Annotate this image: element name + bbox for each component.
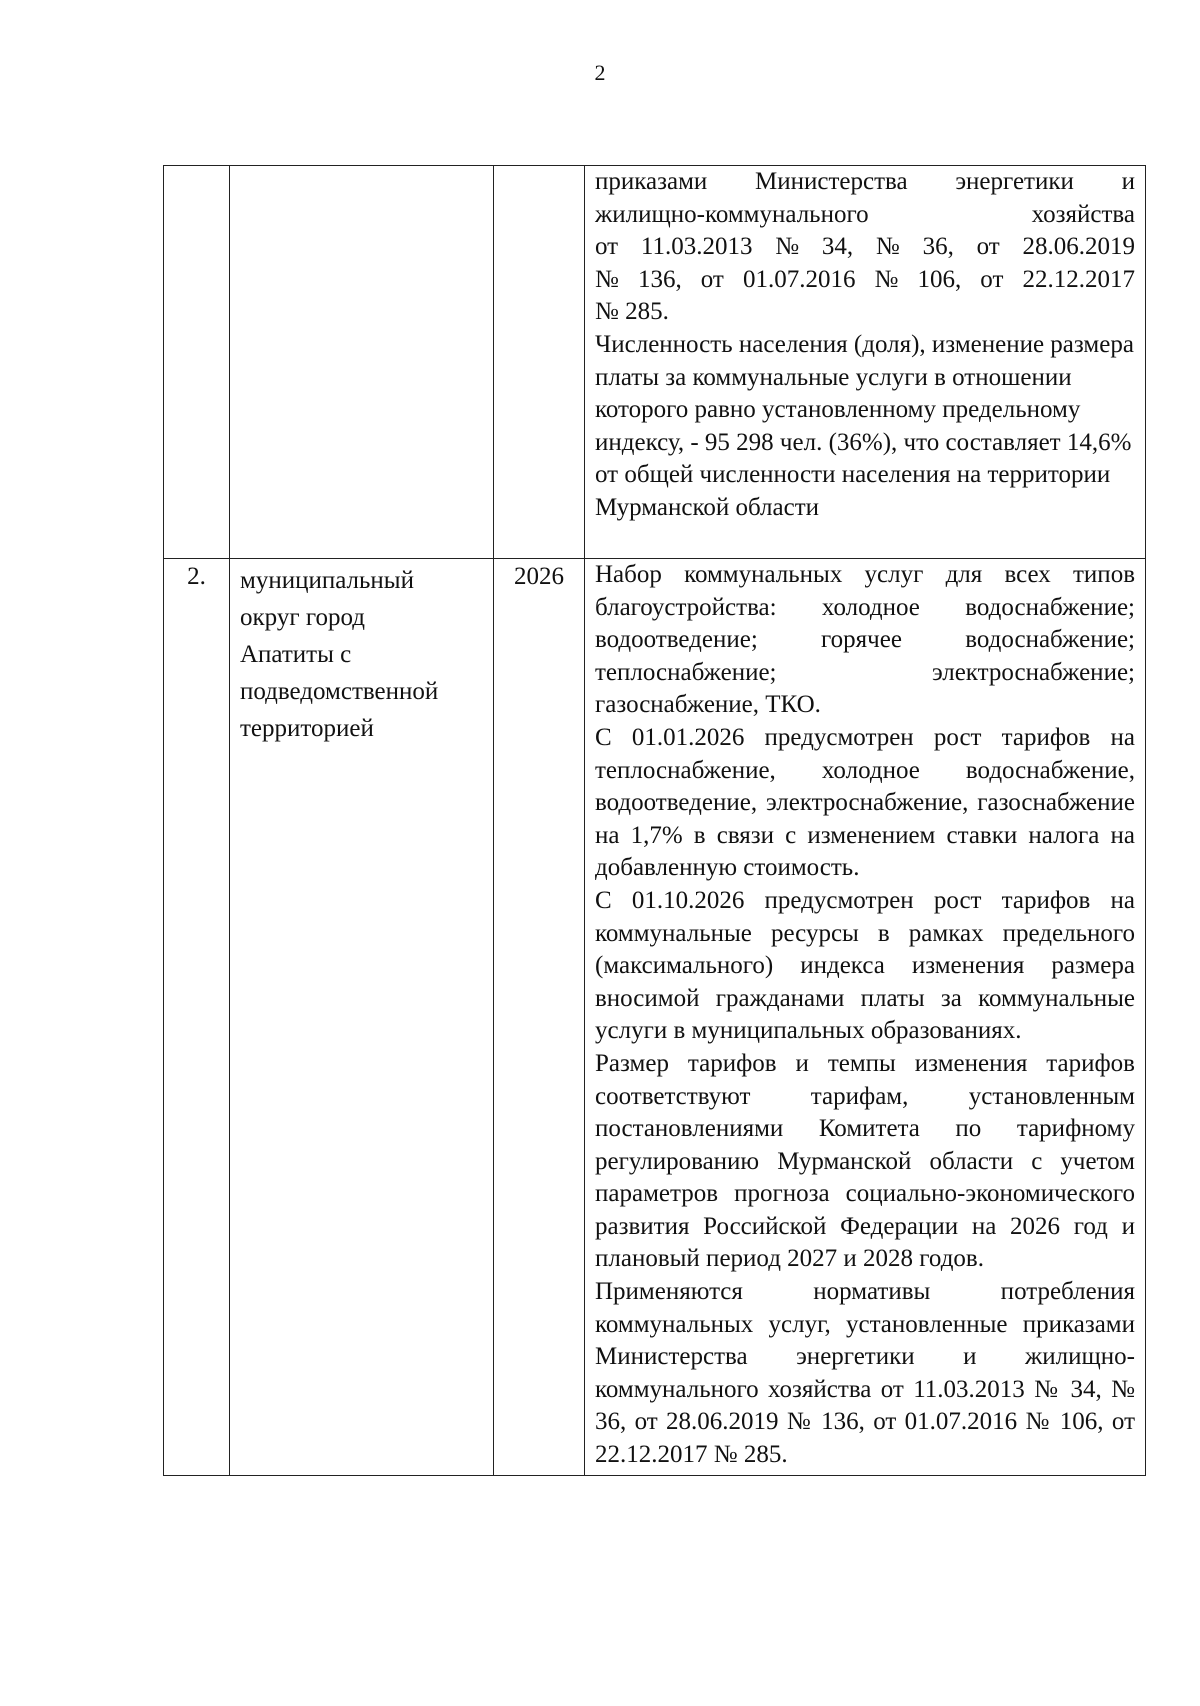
norms-paragraph: Применяются нормативы потребления коммунальных услуг, установленные приказами Министерства энергетики и жилищно-коммунального хозяйства от 11.03.2013 № 34, № 36, от 28.06.2019 № 136, от 01.07.2016 № 106, от 22.12.2017 № 285.: [595, 1278, 1135, 1469]
description-cell: [585, 166, 1146, 559]
year-cell: [494, 166, 585, 559]
text-line: № 136, от 01.07.2016 № 106, от 22.12.2017: [595, 265, 1135, 293]
description-cell: [585, 559, 1146, 1476]
continued-paragraph: [595, 166, 1135, 329]
text-line: № 285.: [595, 298, 669, 326]
municipality-cell: [230, 166, 494, 559]
municipality-line: Апатиты с: [240, 641, 352, 668]
table-row: [164, 559, 1146, 1476]
municipality-line: подведомственной: [240, 678, 439, 705]
row-number-cell: [164, 166, 230, 559]
text-line: приказами Министерства энергетики и: [595, 168, 1135, 195]
municipality-line: муниципальный: [240, 567, 414, 594]
vat-paragraph: С 01.01.2026 предусмотрен рост тарифов на теплоснабжение, холодное водоснабжение, водоотведение, электроснабжение, газоснабжение на 1,7% в связи с изменением ставки налога на добавленную стоимость.: [595, 723, 1135, 882]
municipality-cell: [230, 559, 494, 1476]
tariffs-paragraph: Размер тарифов и темпы изменения тарифов соответствуют тарифам, установленным постановлениями Комитета по тарифному регулированию Мурманской области с учетом параметров прогноза социально-экономического развития Российской Федерации на 2026 год и плановый период 2027 и 2028 годов.: [595, 1049, 1135, 1273]
index-paragraph: С 01.10.2026 предусмотрен рост тарифов на коммунальные ресурсы в рамках предельного (максимального) индекса изменения размера вносимой гражданами платы за коммунальные услуги в муниципальных образованиях.: [595, 886, 1135, 1045]
services-paragraph: Набор коммунальных услуг для всех типов благоустройства: холодное водоснабжение; водоотведение; горячее водоснабжение; теплоснабжение; электроснабжение; газоснабжение, ТКО.: [595, 561, 1135, 719]
text-line: жилищно-коммунального хозяйства: [595, 200, 1135, 228]
page-number: 2: [594, 60, 606, 85]
year-cell: 2026: [494, 559, 585, 1476]
row-number-cell: 2.: [164, 559, 230, 1476]
population-paragraph: Численность населения (доля), изменение размера платы за коммунальные услуги в отношении которого равно установленному предельному индексу, - 95 298 чел. (36%), что составляет 14,6% от общей численности населения на территории Мурманской области: [595, 330, 1134, 521]
tariffs-table: [163, 165, 1146, 1476]
text-line: от 11.03.2013 № 34, № 36, от 28.06.2019: [595, 233, 1135, 261]
table-row: [164, 166, 1146, 559]
municipality-line: округ город: [240, 604, 365, 631]
municipality-line: территорией: [240, 715, 374, 742]
